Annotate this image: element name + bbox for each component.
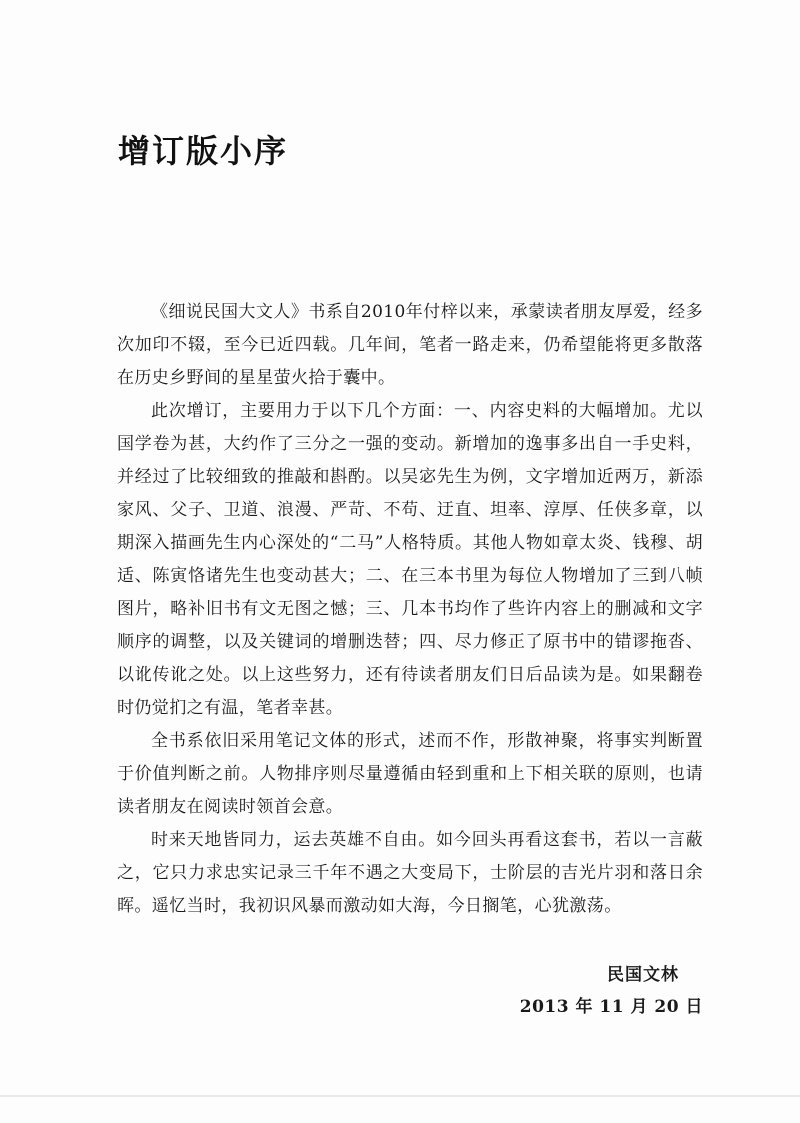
paragraph-2: 此次增订，主要用力于以下几个方面：一、内容史料的大幅增加。尤以国学卷为甚，大约作了三分之一强的变动。新增加的逸事多出自一手史料，并经过了比较细致的推敲和斟酌。以吴宓先生为例，文字增加近两万，新添家风、父子、卫道、浪漫、严苛、不苟、迂直、坦率、淳厚、任侠多章，以期深入描画先生内心深处的“二马”人格特质。其他人物如章太炎、钱穆、胡适、陈寅恪诸先生也变动甚大；二、在三本书里为每位人物增加了三到八帧图片，略补旧书有文无图之憾；三、几本书均作了些许内容上的删减和文字顺序的调整，以及关键词的增删迭替；四、尽力修正了原书中的错谬拖沓、以讹传讹之处。以上这些努力，还有待读者朋友们日后品读为是。如果翻卷时仍觉扪之有温，笔者幸甚。	[117, 401, 703, 718]
signature-author: 民国文林	[607, 965, 679, 985]
signature-date: 2013 年 11 月 20 日	[519, 997, 703, 1017]
paragraph-1: 《细说民国大文人》书系自2010年付梓以来，承蒙读者朋友厚爱，经多次加印不辍，至今已近四载。几年间，笔者一路走来，仍希望能将更多散落在历史乡野间的星星萤火拾于囊中。	[117, 302, 703, 388]
paragraph-4: 时来天地皆同力，运去英雄不自由。如今回头再看这套书，若以一言蔽之，它只力求忠实记录三千年不遇之大变局下，士阶层的吉光片羽和落日余晖。遥忆当时，我初识风暴而激动如大海，今日搁笔，心犹激荡。	[117, 830, 703, 916]
signature-block	[470, 960, 703, 1024]
body-text	[117, 296, 703, 923]
scan-edge-divider	[0, 1095, 800, 1097]
page-title: 增订版小序	[118, 132, 289, 170]
paragraph-3: 全书系依旧采用笔记文体的形式，述而不作，形散神聚，将事实判断置于价值判断之前。人物排序则尽量遵循由轻到重和上下相关联的原则，也请读者朋友在阅读时领首会意。	[117, 731, 703, 817]
